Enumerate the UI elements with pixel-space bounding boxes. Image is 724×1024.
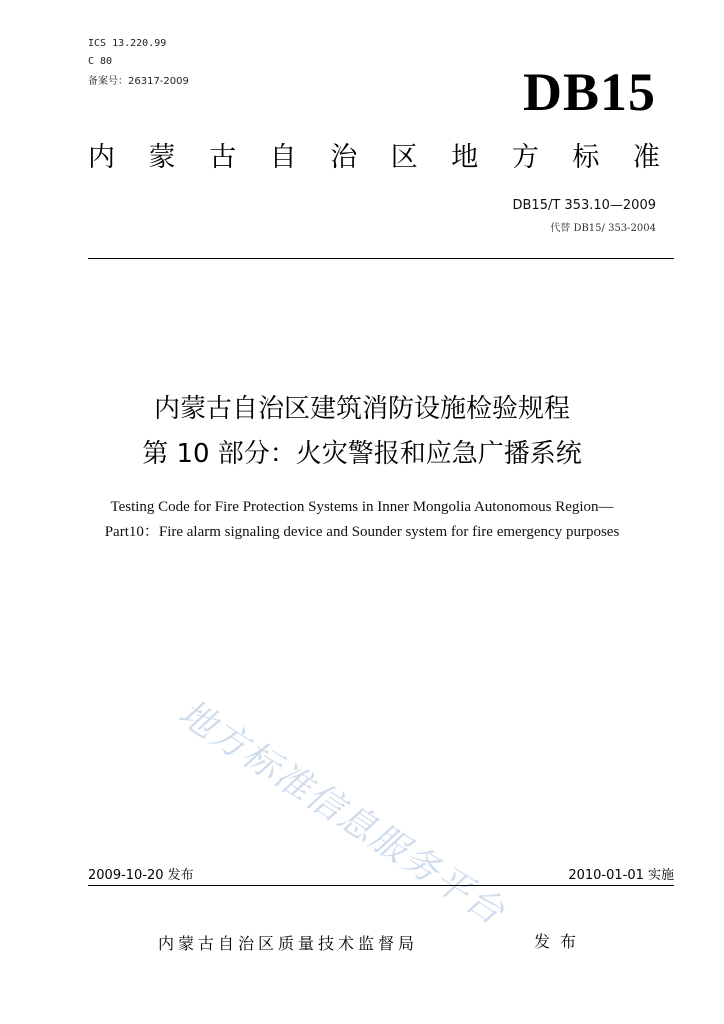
header-divider xyxy=(88,258,674,259)
standard-type-char: 地 xyxy=(451,142,479,173)
standard-number: DB15/T 353.10—2009 xyxy=(512,198,656,213)
standard-type-char: 治 xyxy=(330,142,358,173)
title-en-line2: Part10：Fire alarm signaling device and Sounder system for fire emergency purposes xyxy=(104,524,620,540)
standard-type-char: 自 xyxy=(269,142,297,173)
issue-label: 发布 xyxy=(534,932,587,951)
db15-logo: DB15 xyxy=(522,62,656,122)
title-en-line1: Testing Code for Fire Protection Systems in Inner Mongolia Autonomous Region— xyxy=(110,499,614,515)
footer-divider xyxy=(88,885,674,886)
issuing-authority: 内蒙古自治区质量技术监督局 xyxy=(158,934,419,953)
watermark: 地方标准信息服务平台 xyxy=(171,692,513,934)
title-cn-line2: 第 10 部分：火灾警报和应急广播系统 xyxy=(142,439,582,469)
standard-type-char: 准 xyxy=(632,142,660,173)
standard-type-char: 区 xyxy=(390,142,418,173)
standard-type-char: 蒙 xyxy=(148,142,176,173)
ccs-code: C 80 xyxy=(88,56,113,67)
implementation-date: 2010-01-01 实施 xyxy=(568,868,674,883)
standard-type-char: 方 xyxy=(511,142,539,173)
standard-type-char: 内 xyxy=(88,142,115,173)
issue-date: 2009-10-20 发布 xyxy=(88,868,194,883)
filing-number: 备案号：26317-2009 xyxy=(88,76,189,87)
standard-type-heading xyxy=(88,140,660,176)
title-cn-line1: 内蒙古自治区建筑消防设施检验规程 xyxy=(153,394,570,424)
standard-type-char: 标 xyxy=(572,142,600,173)
replaces-note: 代替 DB15/ 353-2004 xyxy=(550,223,656,234)
ics-code: ICS 13.220.99 xyxy=(88,38,167,49)
standard-type-char: 古 xyxy=(209,142,237,173)
